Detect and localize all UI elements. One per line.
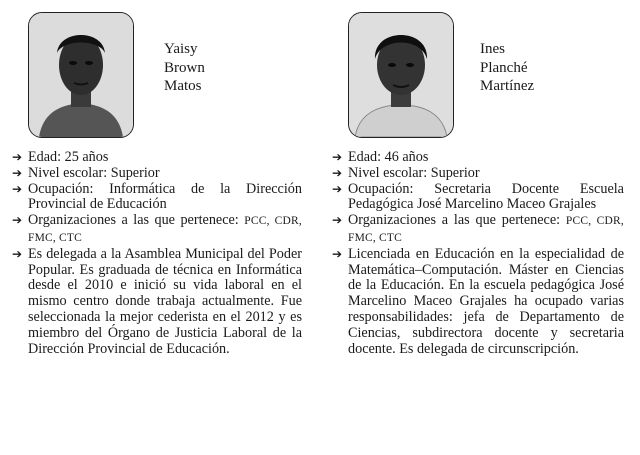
arrow-right-icon: ➔	[332, 181, 343, 196]
list-item: ➔ Nivel escolar: Superior	[332, 164, 480, 181]
organizations-list: PCC, CDR, FMC, CTC	[28, 215, 302, 244]
arrow-right-icon: ➔	[12, 150, 23, 164]
arrow-right-icon: ➔	[332, 150, 343, 164]
list-item: ➔ Organizaciones a las que pertenece: PCC, CDR, FMC, CTC	[332, 212, 625, 244]
person-name	[480, 40, 534, 96]
surname-2: Martínez	[480, 78, 535, 94]
portrait-photo-icon	[349, 13, 453, 137]
surname-2: Matos	[164, 78, 202, 94]
first-name: Ines	[480, 41, 505, 57]
arrow-right-icon: ➔	[332, 246, 343, 261]
list-item: ➔ Ocupación: Secretaria Docente Escuela Pedagógica José Marcelino Maceo Grajales	[332, 180, 624, 213]
list-item: ➔ Licenciada en Educación en la especialidad de Matemática–Computación. Máster en Ciencias de la Educación. En la escuela pedagógica José Marcelino Maceo Grajales ha ocupado varias responsabilidades: jefa de Departamento de Ciencias, subdirectora docente y secretaria docente. Es delegada de circunscripción.	[332, 245, 624, 357]
list-item: ➔ Nivel escolar: Superior	[12, 164, 160, 181]
portrait-photo	[28, 12, 134, 138]
list-item: ➔ Edad: 46 años	[332, 149, 429, 165]
list-item: ➔ Organizaciones a las que pertenece: PCC, CDR, FMC, CTC	[12, 212, 302, 244]
portrait-photo	[348, 12, 454, 138]
list-item: ➔ Es delegada a la Asamblea Municipal del Poder Popular. Es graduada de técnica en Informática desde el 2010 e inició su vida laboral en el mismo centro donde trabaja actualmente. Fue seleccionada la mejor cederista en el 2012 y es miembro del Órgano de Justicia Laboral de la Dirección Provincial de Educación.	[12, 245, 302, 357]
arrow-right-icon: ➔	[12, 246, 23, 261]
list-item: ➔ Ocupación: Informática de la Dirección Provincial de Educación	[12, 180, 302, 213]
first-name: Yaisy	[164, 41, 198, 57]
profile-card-left	[4, 0, 304, 455]
arrow-right-icon: ➔	[332, 213, 343, 228]
surname-1: Planché	[480, 59, 528, 76]
arrow-right-icon: ➔	[12, 165, 23, 180]
portrait-photo-icon	[29, 13, 133, 137]
arrow-right-icon: ➔	[12, 181, 23, 196]
organizations-list: PCC, CDR, FMC, CTC	[348, 215, 625, 244]
surname-1: Brown	[164, 59, 205, 76]
arrow-right-icon: ➔	[12, 213, 23, 228]
list-item: ➔ Edad: 25 años	[12, 149, 109, 165]
profile-card-right	[326, 0, 626, 455]
bio-list	[12, 150, 302, 357]
person-name	[164, 40, 205, 96]
arrow-right-icon: ➔	[332, 165, 343, 180]
bio-list	[332, 150, 624, 357]
